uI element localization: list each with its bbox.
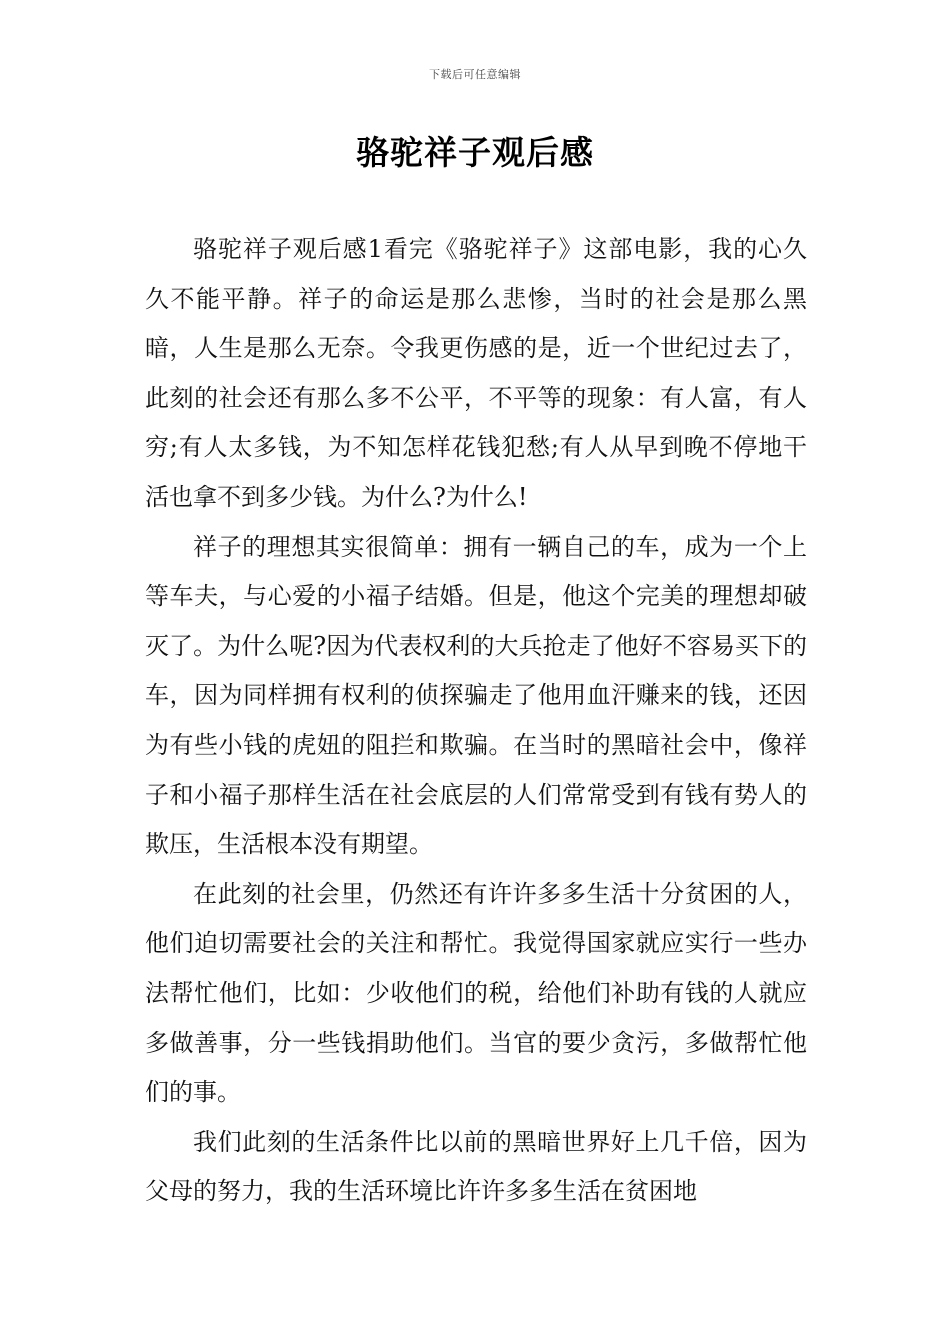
document-body [145,225,807,1217]
document-title: 骆驼祥子观后感 [356,133,594,172]
paragraph: 我们此刻的生活条件比以前的黑暗世界好上几千倍，因为父母的努力，我的生活环境比许许多多生活在贫困地 [145,1127,807,1206]
paragraph: 祥子的理想其实很简单：拥有一辆自己的车，成为一个上等车夫，与心爱的小福子结婚。但是，他这个完美的理想却破灭了。为什么呢?因为代表权利的大兵抢走了他好不容易买下的车，因为同样拥有权利的侦探骗走了他用血汗赚来的钱，还因为有些小钱的虎妞的阻拦和欺骗。在当时的黑暗社会中，像祥子和小福子那样生活在社会底层的人们常常受到有钱有势人的欺压，生活根本没有期望。 [145,532,807,859]
paragraph: 在此刻的社会里，仍然还有许许多多生活十分贫困的人，他们迫切需要社会的关注和帮忙。我觉得国家就应实行一些办法帮忙他们，比如：少收他们的税，给他们补助有钱的人就应多做善事，分一些钱捐助他们。当官的要少贪污，多做帮忙他们的事。 [145,879,807,1107]
header-note: 下载后可任意编辑 [429,68,521,81]
paragraph: 骆驼祥子观后感1看完《骆驼祥子》这部电影，我的心久久不能平静。祥子的命运是那么悲惨，当时的社会是那么黑暗，人生是那么无奈。令我更伤感的是，近一个世纪过去了，此刻的社会还有那么多不公平，不平等的现象：有人富，有人穷;有人太多钱，为不知怎样花钱犯愁;有人从早到晚不停地干活也拿不到多少钱。为什么?为什么! [145,235,807,511]
